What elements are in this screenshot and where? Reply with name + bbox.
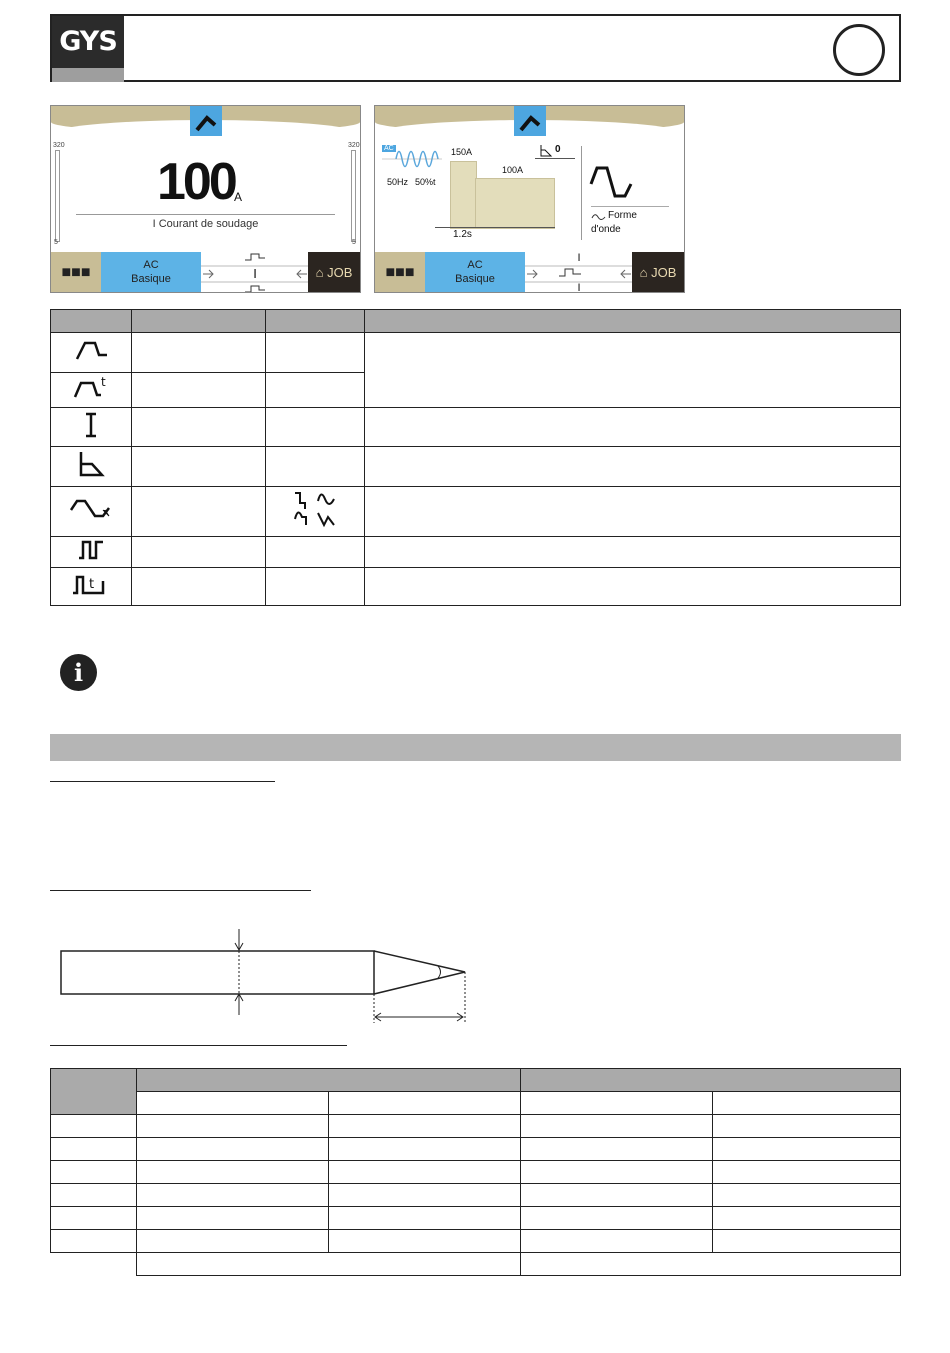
base-current: 100A (502, 165, 524, 175)
job-label: JOB (651, 265, 677, 280)
waveform-options-icon (290, 489, 340, 529)
tig-torch-icon (190, 106, 222, 136)
screen-current (50, 105, 361, 293)
scale-min-left: 5 (54, 239, 58, 246)
gys-logo (52, 16, 124, 82)
selector-current: I (253, 266, 257, 281)
section-bar (50, 734, 901, 761)
waveform-caption-2: d'onde (591, 224, 621, 235)
mode-button-2[interactable] (425, 252, 525, 293)
job-button[interactable] (308, 252, 360, 293)
table-row (51, 568, 901, 606)
electrode-diagram (55, 925, 475, 1025)
scale-min-right: 5 (352, 239, 356, 246)
wave-small-icon (591, 212, 607, 222)
scale-bar-right (351, 150, 356, 242)
table-header-row (51, 310, 901, 333)
screen-bottom-bar (51, 252, 360, 293)
waveform-caption-1: Forme (608, 210, 637, 221)
subheading-underline-3 (50, 1045, 347, 1046)
table-row (51, 1230, 901, 1253)
logo-text: GYS (59, 26, 117, 57)
base-current-block (475, 178, 555, 229)
waveform-icon (69, 496, 113, 522)
ac-badge: AC (384, 145, 394, 152)
selector-top: I (577, 252, 581, 264)
menu-button-2[interactable] (375, 252, 425, 293)
table-footer-row (51, 1253, 901, 1276)
pulse-icon (76, 538, 106, 562)
pulse-timed-icon (71, 571, 111, 597)
mode-line2: Basique (131, 273, 171, 285)
selector-bottom: I (577, 282, 581, 293)
ac-sine-icon (382, 144, 442, 174)
downslope-icon (76, 449, 106, 479)
job-button-2[interactable] (632, 252, 684, 293)
table-row (51, 1207, 901, 1230)
table-row (51, 333, 901, 373)
scale-max-left: 320 (53, 142, 65, 149)
svg-text:t: t (89, 577, 95, 592)
downslope-value: 0 (555, 144, 561, 155)
table-row (51, 447, 901, 487)
mode-line2: Basique (455, 273, 495, 285)
balance-label: 50%t (415, 177, 436, 187)
grid-icon: ■■■ (385, 264, 415, 281)
scale-bar-left (55, 150, 60, 242)
info-icon: i (60, 654, 97, 691)
param-label: I Courant de soudage (152, 218, 259, 230)
mode-line1: AC (467, 259, 483, 271)
menu-button[interactable] (51, 252, 101, 293)
current-unit: A (234, 190, 243, 204)
page-header (50, 14, 901, 82)
peak-current: 150A (451, 147, 473, 157)
mode-line1: AC (143, 259, 159, 271)
downslope-icon (539, 144, 553, 158)
trapezoid-waveform-icon (589, 164, 639, 202)
peak-current-block (450, 161, 477, 229)
table-row (51, 1138, 901, 1161)
table-row (51, 1161, 901, 1184)
current-value: 100 (157, 153, 235, 211)
time-label: 1.2s (453, 229, 472, 240)
table-row (51, 408, 901, 447)
tig-torch-icon (514, 106, 546, 136)
standard-welding-icon (73, 337, 109, 363)
home-icon: ⌂ (639, 265, 648, 280)
parameter-selector-2[interactable] (525, 252, 633, 293)
table-row (51, 1115, 901, 1138)
scale-max-right: 320 (348, 142, 360, 149)
standard-timed-welding-icon (71, 375, 111, 401)
current-icon (81, 411, 101, 439)
logo-bar (52, 68, 124, 82)
electrode-table (50, 1068, 901, 1276)
job-label: JOB (327, 265, 353, 280)
table-row (51, 537, 901, 568)
table-row (51, 487, 901, 537)
grid-icon: ■■■ (61, 264, 91, 281)
welding-modes-table (50, 309, 901, 606)
mode-button[interactable] (101, 252, 201, 293)
svg-text:t: t (101, 374, 106, 389)
parameter-selector[interactable] (201, 252, 309, 293)
table-row (51, 1184, 901, 1207)
freq-label: 50Hz (387, 177, 409, 187)
subheading-underline-2 (50, 890, 311, 891)
subheading-underline-1 (50, 781, 275, 782)
screen-waveform (374, 105, 685, 293)
language-circle (833, 24, 885, 76)
tig-process-button[interactable] (190, 106, 222, 136)
home-icon: ⌂ (315, 265, 324, 280)
tig-process-button-2[interactable] (514, 106, 546, 136)
